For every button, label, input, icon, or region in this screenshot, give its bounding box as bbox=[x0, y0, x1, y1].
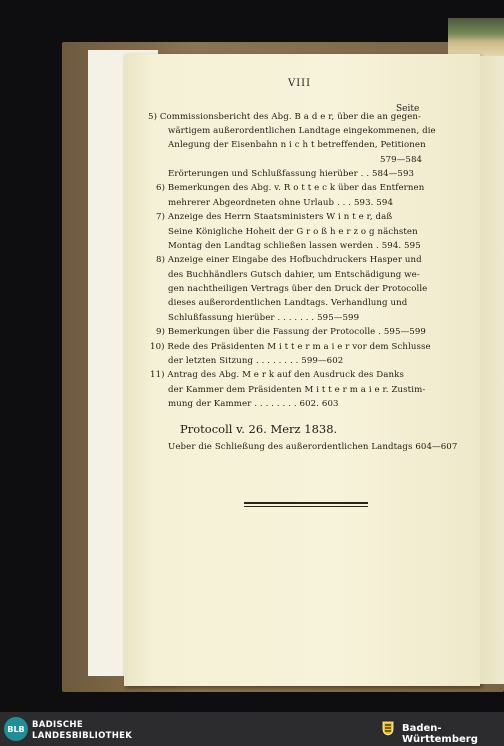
toc-line: 6) Bemerkungen des Abg. v. R o t t e c k über das Entfernen bbox=[156, 183, 425, 193]
toc-line: 9) Bemerkungen über die Fassung der Protocolle . 595—599 bbox=[156, 327, 426, 337]
toc-line: dieses außerordentlichen Landtags. Verhandlung und bbox=[168, 298, 408, 308]
protocol-subline: Ueber die Schließung des außerordentlichen Landtags 604—607 bbox=[168, 442, 458, 452]
toc-line: mung der Kammer . . . . . . . . 602. 603 bbox=[168, 399, 339, 409]
library-name-line1: BADISCHE bbox=[32, 720, 83, 730]
toc-line: 11) Antrag des Abg. M e r k auf den Ausdruck des Danks bbox=[150, 370, 404, 380]
toc-line: Montag den Landtag schließen lassen werden . 594. 595 bbox=[168, 241, 421, 251]
blb-logo-icon[interactable]: BLB bbox=[4, 717, 28, 741]
toc-line: Erörterungen und Schlußfassung hierüber . . 584—593 bbox=[168, 169, 415, 179]
page-edge bbox=[480, 56, 504, 684]
state-name[interactable]: Baden-Württemberg bbox=[402, 723, 478, 745]
toc-line: des Buchhändlers Gutsch dahier, um Entschädigung we- bbox=[168, 270, 420, 280]
toc-line: wärtigem außerordentlichen Landtage eingekommenen, die bbox=[168, 126, 436, 136]
divider-rule-thin bbox=[244, 506, 368, 507]
state-crest-icon bbox=[380, 720, 396, 736]
divider-rule bbox=[244, 502, 368, 504]
toc-line: mehrerer Abgeordneten ohne Urlaub . . . 593. 594 bbox=[168, 198, 394, 208]
toc-line: 5) Commissionsbericht des Abg. B a d e r, über die an gegen- bbox=[148, 112, 422, 122]
book-spine bbox=[448, 18, 504, 58]
page-number: VIII bbox=[288, 78, 312, 89]
library-name-line2: LANDESBIBLIOTHEK bbox=[32, 731, 133, 741]
toc-line: der Kammer dem Präsidenten M i t t e r m a i e r. Zustim- bbox=[168, 385, 426, 395]
toc-line: Anlegung der Eisenbahn n i c h t betreffenden, Petitionen bbox=[168, 140, 426, 150]
toc-line: Seine Königliche Hoheit der G r o ß h e r z o g nächsten bbox=[168, 227, 418, 237]
toc-line: gen nachtheiligen Vertrags über den Druck der Protocolle bbox=[168, 284, 428, 294]
protocol-heading: Protocoll v. 26. Merz 1838. bbox=[180, 422, 338, 436]
toc-line: 8) Anzeige einer Eingabe des Hofbuchdruckers Hasper und bbox=[156, 255, 422, 265]
toc-line: 10) Rede des Präsidenten M i t t e r m a i e r vor dem Schlusse bbox=[150, 342, 431, 352]
seite-label: Seite bbox=[396, 104, 420, 114]
toc-line: 7) Anzeige des Herrn Staatsministers W i n t e r, daß bbox=[156, 212, 393, 222]
toc-line: 579—584 bbox=[380, 155, 423, 165]
toc-line: Schlußfassung hierüber . . . . . . . 595—599 bbox=[168, 313, 360, 323]
toc-line: der letzten Sitzung . . . . . . . . 599—602 bbox=[168, 356, 344, 366]
